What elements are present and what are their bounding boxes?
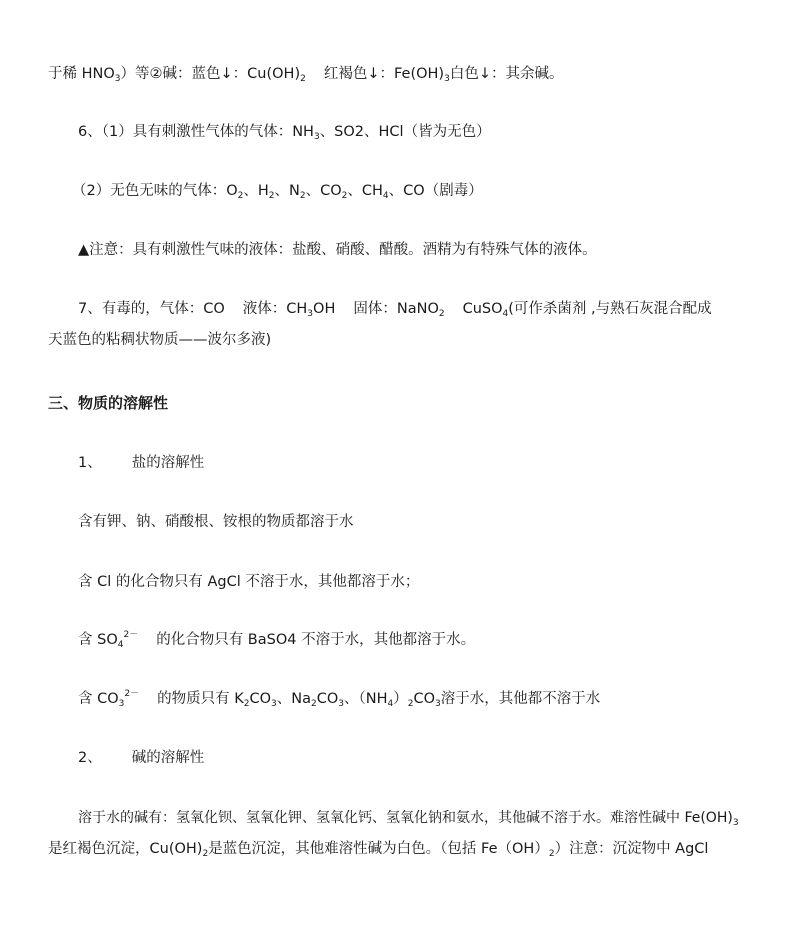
subscript: 4: [502, 309, 509, 319]
subscript: 2: [299, 191, 306, 201]
subscript: 3: [118, 699, 125, 709]
text-run: 含 SO: [78, 632, 118, 648]
subscript: 2: [341, 191, 348, 201]
subsection-heading: [78, 748, 204, 768]
subsection-heading: [78, 453, 204, 473]
subscript: 2: [300, 74, 306, 84]
text-line: [48, 330, 271, 350]
subscript: 2: [243, 699, 250, 709]
subscript: 2: [268, 191, 275, 201]
text-run: 固体：NaNO: [353, 301, 439, 317]
section-heading: [48, 393, 168, 413]
subscript: 4: [117, 640, 124, 650]
subscript: 2: [407, 699, 414, 709]
text-run: 碱的溶解性: [131, 750, 205, 766]
text-run: 含 Cl 的化合物只有 AgCl 不溶于水，其他都溶于水；: [78, 574, 420, 590]
text-run: （2）无色无味的气体：O: [72, 183, 238, 199]
subscript: 2: [548, 849, 555, 859]
text-line: [78, 689, 600, 709]
note-line: [78, 240, 597, 260]
subscript: 4: [382, 191, 389, 201]
text-run: CO: [249, 691, 272, 707]
text-run: 天蓝色的粘稠状物质——波尔多液): [48, 332, 272, 348]
text-run: ）注意：沉淀物中 AgCl: [554, 841, 709, 857]
list-number: 1、: [78, 455, 102, 471]
heading-text: 三、物质的溶解性: [48, 394, 169, 412]
text-run: 、（NH: [344, 691, 388, 707]
text-run: 红褐色↓：Fe(OH): [323, 66, 445, 82]
text-run: (可作杀菌剂 ,与熟石灰混合配成: [508, 301, 712, 317]
list-number: 2、: [78, 750, 102, 766]
text-run: CO: [316, 691, 339, 707]
text-run: ▲注意：具有刺激性气味的液体：盐酸、硝酸、醋酸。酒精为有特殊气体的液体。: [78, 242, 597, 258]
text-run: 溶于水的碱有：氢氧化钡、氢氧化钾、氢氧化钙、氢氧化钠和氨水，其他碱不溶于水。难溶性碱中 Fe(OH): [78, 810, 733, 826]
subscript: 3: [271, 699, 277, 709]
subscript: 3: [313, 132, 320, 142]
text-run: 是红褐色沉淀，Cu(OH): [48, 841, 203, 857]
subscript: 3: [444, 74, 450, 84]
text-run: CO: [413, 691, 436, 707]
text-run: ）等②碱：蓝色↓：Cu(OH): [120, 66, 301, 82]
text-run: 的化合物只有 BaSO4 不溶于水，其他都溶于水。: [156, 632, 476, 648]
subscript: 3: [732, 818, 739, 828]
text-line: [78, 299, 712, 319]
text-run: OH: [313, 301, 336, 317]
subscript: 3: [114, 74, 121, 84]
text-run: 于稀 HNO: [48, 66, 115, 82]
text-run: 、H: [243, 183, 269, 199]
text-line: [78, 122, 491, 142]
text-line: [48, 839, 708, 859]
text-run: 含有钾、钠、硝酸根、铵根的物质都溶于水: [78, 514, 354, 530]
subscript: 2: [237, 191, 244, 201]
text-run: 白色↓：其余碱。: [449, 66, 564, 82]
text-run: ）: [393, 691, 408, 707]
text-run: 的物质只有 K: [157, 691, 244, 707]
text-run: 盐的溶解性: [131, 455, 205, 471]
text-line: [78, 512, 354, 532]
text-run: CuSO: [462, 301, 503, 317]
superscript: 2－: [123, 630, 139, 640]
subscript: 2: [311, 699, 317, 709]
text-run: 、CH: [347, 183, 383, 199]
text-run: 是蓝色沉淀，其他难溶性碱为白色。（包括 Fe（OH）: [208, 841, 549, 857]
text-line: [78, 630, 475, 650]
text-run: 6、（1）具有刺激性气体的气体：NH: [78, 124, 314, 140]
text-run: 含 CO: [78, 691, 119, 707]
text-line: [78, 572, 419, 592]
subscript: 3: [338, 699, 345, 709]
text-run: 溶于水，其他都不溶于水: [440, 691, 601, 707]
text-line: [48, 64, 563, 84]
text-run: 、CO（剧毒）: [388, 183, 483, 199]
text-line: [72, 181, 483, 201]
text-line: [78, 808, 739, 828]
text-run: 、Na: [276, 691, 311, 707]
subscript: 2: [438, 309, 445, 319]
subscript: 3: [435, 699, 441, 709]
text-run: 、N: [274, 183, 300, 199]
superscript: 2－: [124, 689, 140, 699]
subscript: 2: [202, 849, 209, 859]
subscript: 4: [387, 699, 394, 709]
text-run: 7、有毒的，气体：CO: [78, 301, 225, 317]
text-run: 、SO2、HCl（皆为无色）: [319, 124, 491, 140]
text-run: 液体：CH: [242, 301, 308, 317]
text-run: 、CO: [305, 183, 342, 199]
subscript: 3: [307, 309, 314, 319]
